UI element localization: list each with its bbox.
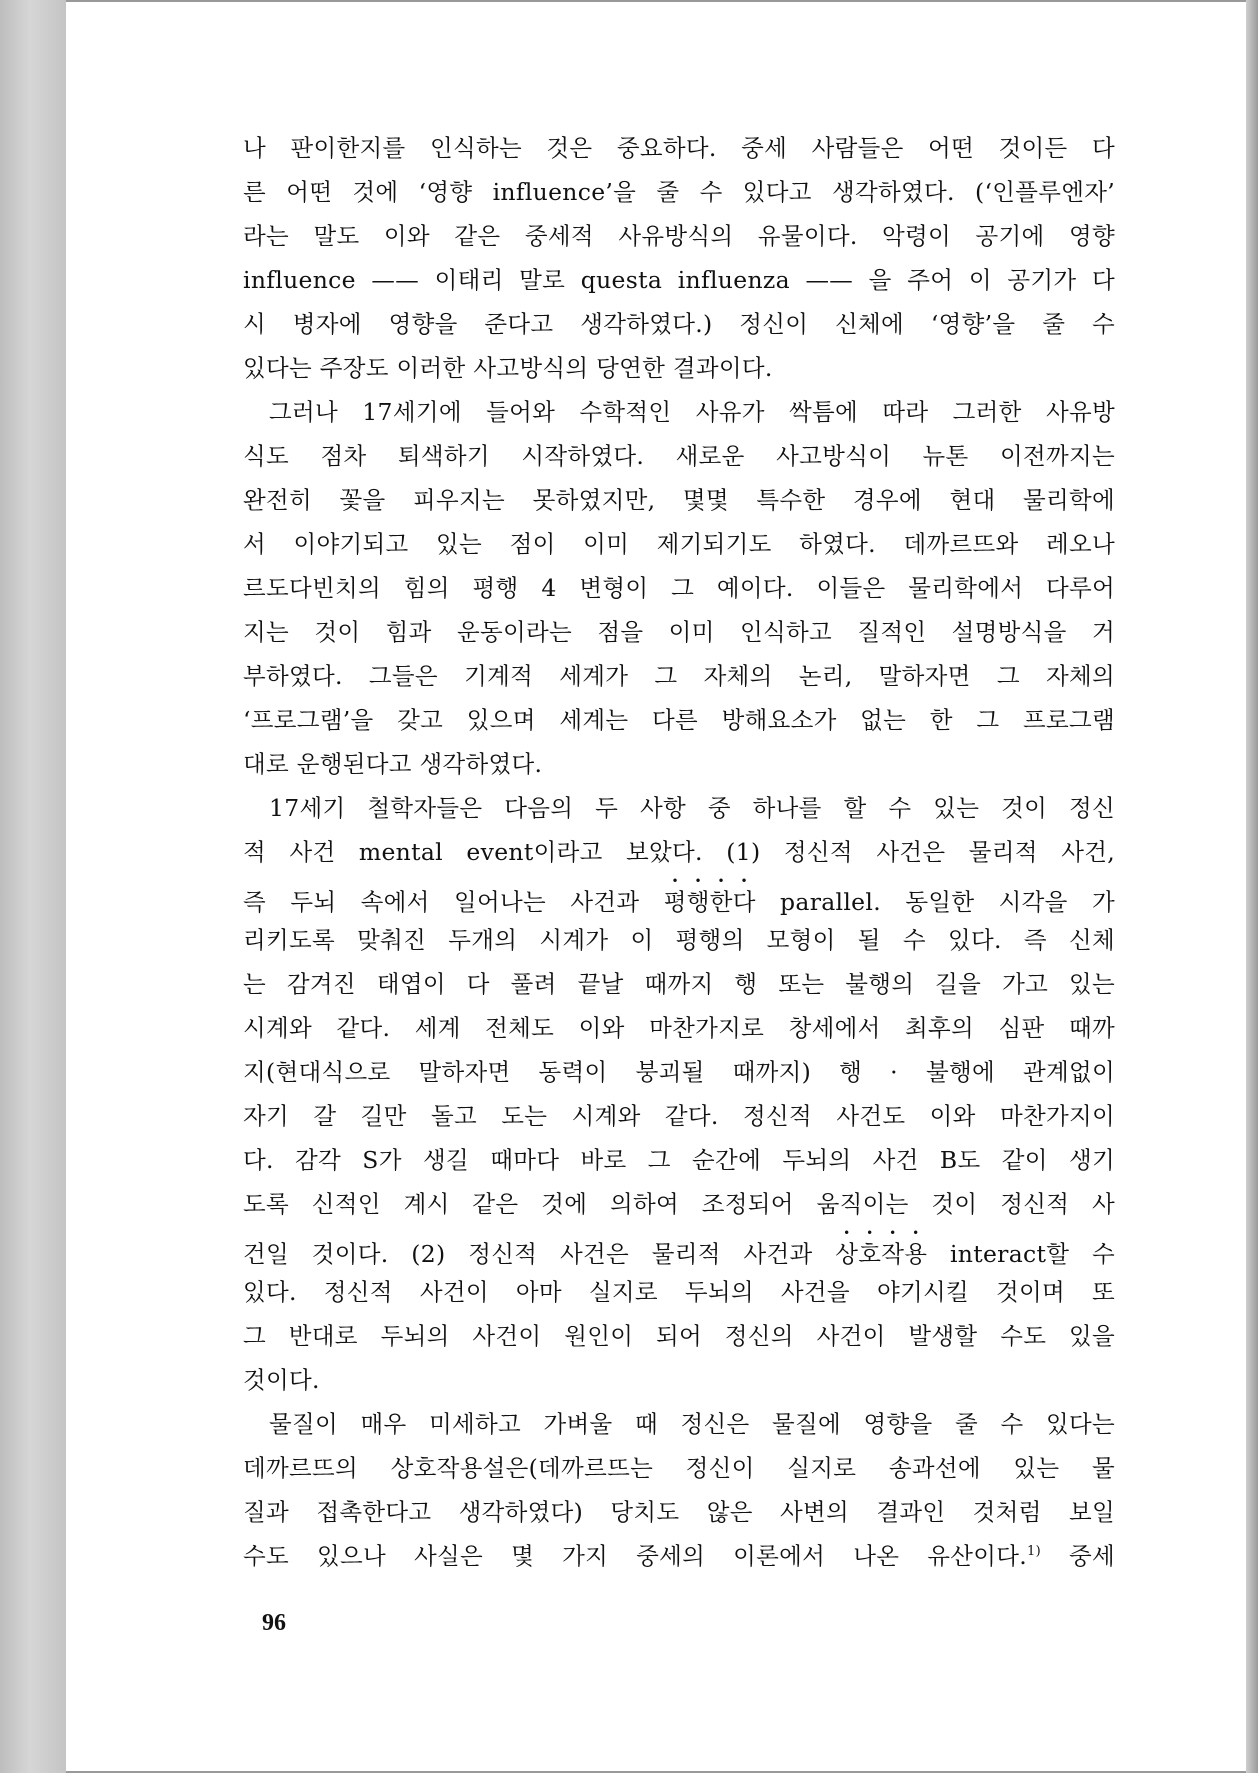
- text-line: 부하였다. 그들은 기계적 세계가 그 자체의 논리, 말하자면 그 자체의: [243, 662, 1115, 690]
- text-segment: 수도 있으나 사실은 몇 가지 중세의 이론에서 나온 유산이다.: [243, 1542, 1028, 1570]
- text-line: 는 감겨진 태엽이 다 풀려 끝날 때까지 행 또는 불행의 길을 가고 있는: [243, 970, 1115, 998]
- text-line: 라는 말도 이와 같은 중세적 사유방식의 유물이다. 악령이 공기에 영향: [243, 222, 1115, 250]
- text-line: 른 어떤 것에 ‘영향 influence’을 줄 수 있다고 생각하였다. (‘인플루엔자’: [243, 178, 1115, 206]
- text-line: 나 판이한지를 인식하는 것은 중요하다. 중세 사람들은 어떤 것이든 다: [243, 134, 1115, 162]
- text-line: 그러나 17세기에 들어와 수학적인 사유가 싹틈에 따라 그러한 사유방: [269, 398, 1115, 426]
- text-line: 있다. 정신적 사건이 아마 실지로 두뇌의 사건을 야기시킬 것이며 또: [243, 1278, 1115, 1306]
- text-line: 질과 접촉한다고 생각하였다) 당치도 않은 사변의 결과인 것처럼 보일: [243, 1498, 1115, 1526]
- text-line: influence —— 이태리 말로 questa influenza —— 을 주어 이 공기가 다: [243, 266, 1115, 294]
- emphasized-term: 평행한다: [663, 888, 756, 916]
- text-line: 식도 점차 퇴색하기 시작하였다. 새로운 사고방식이 뉴톤 이전까지는: [243, 442, 1115, 470]
- text-line: 물질이 매우 미세하고 가벼울 때 정신은 물질에 영향을 줄 수 있다는: [269, 1410, 1115, 1438]
- text-line: 적 사건 mental event이라고 보았다. (1) 정신적 사건은 물리적 사건,: [243, 838, 1115, 866]
- text-line: 17세기 철학자들은 다음의 두 사항 중 하나를 할 수 있는 것이 정신: [269, 794, 1115, 822]
- text-line: 시 병자에 영향을 준다고 생각하였다.) 정신이 신체에 ‘영향’을 줄 수: [243, 310, 1115, 338]
- text-line: 다. 감각 S가 생길 때마다 바로 그 순간에 두뇌의 사건 B도 같이 생기: [243, 1146, 1115, 1174]
- text-line: 완전히 꽃을 피우지는 못하였지만, 몇몇 특수한 경우에 현대 물리학에: [243, 486, 1115, 514]
- text-line: 대로 운행된다고 생각하였다.: [243, 750, 543, 778]
- body-text: [243, 126, 1115, 1578]
- page-number: 96: [262, 1610, 286, 1636]
- text-line: 르도다빈치의 힘의 평행 4 변형이 그 예이다. 이들은 물리학에서 다루어: [243, 574, 1115, 602]
- text-line: 서 이야기되고 있는 점이 이미 제기되기도 하였다. 데까르뜨와 레오나: [243, 530, 1115, 558]
- page-edge: [1246, 0, 1258, 1773]
- text-line: ‘프로그램’을 갖고 있으며 세계는 다른 방해요소가 없는 한 그 프로그램: [243, 706, 1115, 734]
- text-line: 도록 신적인 계시 같은 것에 의하여 조정되어 움직이는 것이 정신적 사: [243, 1190, 1115, 1218]
- text-line: 지는 것이 힘과 운동이라는 점을 이미 인식하고 질적인 설명방식을 거: [243, 618, 1115, 646]
- book-spine: [0, 0, 68, 1773]
- text-line: 데까르뜨의 상호작용설은(데까르뜨는 정신이 실지로 송과선에 있는 물: [243, 1454, 1115, 1482]
- text-line: 있다는 주장도 이러한 사고방식의 당연한 결과이다.: [243, 354, 773, 382]
- footnote-marker: 1): [1027, 1544, 1041, 1560]
- text-line: [243, 1534, 1115, 1578]
- text-line: 자기 갈 길만 돌고 도는 시계와 같다. 정신적 사건도 이와 마찬가지이: [243, 1102, 1115, 1130]
- text-segment: 중세: [1040, 1542, 1115, 1570]
- text-line: 것이다.: [243, 1366, 320, 1394]
- text-line: 지(현대식으로 말하자면 동력이 붕괴될 때까지) 행 · 불행에 관계없이: [243, 1058, 1115, 1086]
- emphasized-term: 상호작용: [835, 1240, 928, 1268]
- text-segment: interact할 수: [927, 1240, 1115, 1268]
- text-line: 리키도록 맞춰진 두개의 시계가 이 평행의 모형이 될 수 있다. 즉 신체: [243, 926, 1115, 954]
- text-segment: parallel. 동일한 시각을 가: [755, 888, 1115, 916]
- text-segment: 즉 두뇌 속에서 일어나는 사건과: [243, 888, 664, 916]
- text-line: [243, 1226, 1115, 1270]
- text-line: [243, 874, 1115, 918]
- text-segment: 건일 것이다. (2) 정신적 사건은 물리적 사건과: [243, 1240, 836, 1268]
- text-line: 그 반대로 두뇌의 사건이 원인이 되어 정신의 사건이 발생할 수도 있을: [243, 1322, 1115, 1350]
- text-line: 시계와 같다. 세계 전체도 이와 마찬가지로 창세에서 최후의 심판 때까: [243, 1014, 1115, 1042]
